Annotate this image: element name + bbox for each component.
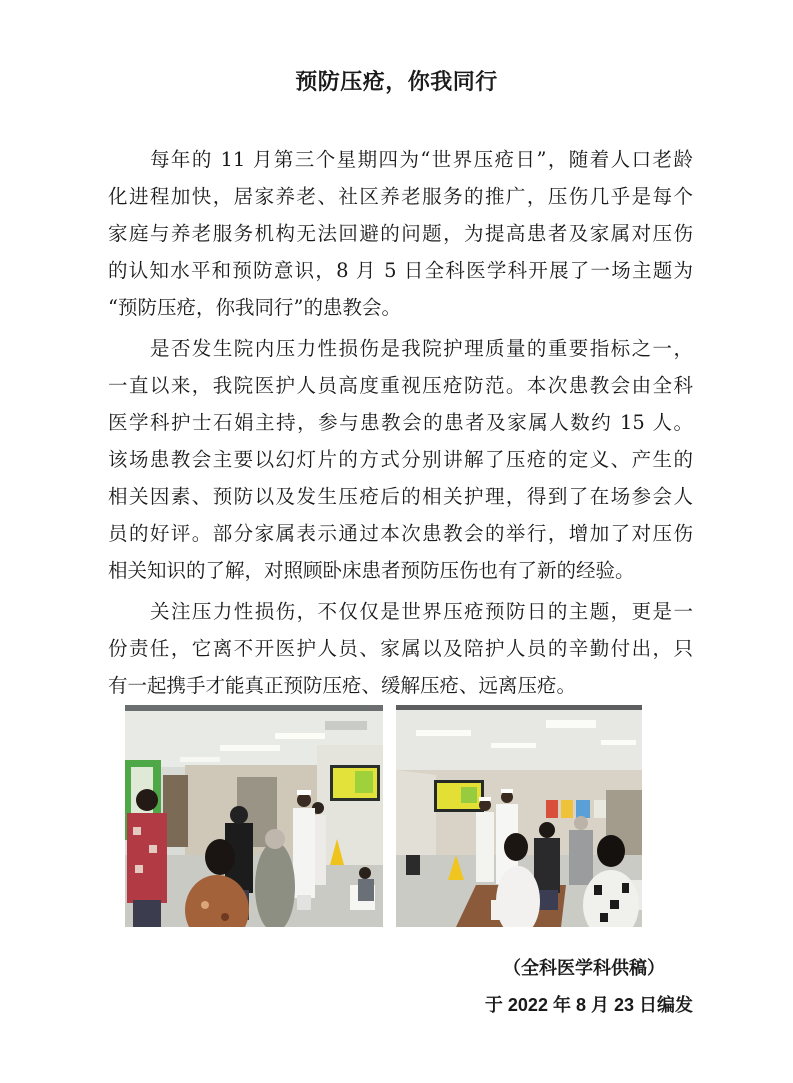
nurse-legs bbox=[297, 895, 311, 910]
ceiling-light bbox=[601, 740, 636, 745]
shirt-pattern bbox=[610, 900, 619, 909]
ceiling-trim bbox=[396, 705, 642, 710]
ceiling-vent bbox=[325, 721, 367, 730]
shirt-pattern bbox=[600, 913, 608, 922]
paragraph-line: 份责任，它离不开医护人员、家属以及陪护人员的辛勤付出，只 bbox=[108, 637, 693, 660]
paragraph-line: 化进程加快，居家养老、社区养老服务的推广，压伤几乎是每个 bbox=[108, 185, 693, 208]
ceiling-light bbox=[416, 730, 471, 736]
paragraph-line: 的认知水平和预防意识，8 月 5 日全科医学科开展了一场主题为 bbox=[108, 259, 693, 282]
paragraph-2 bbox=[108, 330, 693, 589]
ceiling-trim bbox=[125, 705, 383, 711]
paragraph-3 bbox=[108, 593, 693, 704]
nurse-body bbox=[293, 808, 315, 898]
woman-body bbox=[127, 813, 167, 903]
ceiling-light bbox=[180, 757, 220, 762]
man-head bbox=[230, 806, 248, 824]
article-title: 预防压疮，你我同行 bbox=[295, 70, 498, 95]
paragraph-line: 每年的 11 月第三个星期四为“世界压疮日”，随着人口老龄 bbox=[150, 148, 693, 171]
wall-poster bbox=[546, 800, 558, 818]
nurse-cap bbox=[297, 790, 311, 795]
pillar bbox=[317, 745, 383, 865]
trash-bin bbox=[406, 855, 420, 875]
tv-screen-graphic bbox=[355, 771, 373, 793]
paragraph-line: 相关知识的了解，对照顾卧床患者预防压伤也有了新的经验。 bbox=[108, 559, 635, 582]
article-source: （全科医学科供稿） bbox=[503, 958, 665, 978]
ceiling bbox=[396, 705, 642, 770]
shirt-pattern bbox=[594, 885, 602, 895]
elderly-man-head bbox=[574, 816, 588, 830]
photo-left bbox=[125, 705, 383, 927]
man-body bbox=[534, 838, 560, 893]
shirt-pattern bbox=[622, 883, 629, 893]
shirt-pattern bbox=[149, 845, 157, 853]
ceiling-light bbox=[546, 720, 596, 728]
shirt-pattern bbox=[221, 913, 229, 921]
paragraph-line: 家庭与养老服务机构无法回避的问题，为提高患者及家属对压伤 bbox=[108, 222, 693, 245]
woman-hair bbox=[205, 839, 235, 875]
nurse-cap bbox=[501, 789, 513, 793]
woman-legs bbox=[133, 900, 161, 927]
article-body bbox=[108, 141, 693, 704]
ceiling-light bbox=[491, 743, 536, 748]
shirt-pattern bbox=[135, 865, 143, 873]
woman-hair bbox=[597, 835, 625, 867]
man-head bbox=[539, 822, 555, 838]
paragraph-line: 一直以来，我院医护人员高度重视压疮防范。本次患教会由全科 bbox=[108, 374, 693, 397]
wall-poster bbox=[594, 800, 606, 818]
paragraph-line: 该场患教会主要以幻灯片的方式分别讲解了压疮的定义、产生的 bbox=[108, 448, 693, 471]
publish-date: 于 2022 年 8 月 23 日编发 bbox=[484, 995, 693, 1015]
paragraph-line: 医学科护士石娟主持，参与患教会的患者及家属人数约 15 人。 bbox=[108, 411, 693, 434]
tv-screen-graphic bbox=[461, 787, 477, 803]
shirt-pattern bbox=[133, 827, 141, 835]
nurse-cap bbox=[479, 797, 491, 801]
woman-head bbox=[136, 789, 158, 811]
paragraph-line: 关注压力性损伤，不仅仅是世界压疮预防日的主题，更是一 bbox=[150, 600, 693, 623]
paragraph-line: 是否发生院内压力性损伤是我院护理质量的重要指标之一， bbox=[150, 337, 693, 360]
paragraph-1 bbox=[108, 141, 693, 326]
wall-poster bbox=[561, 800, 573, 818]
ceiling-light bbox=[220, 745, 280, 751]
nurse-head bbox=[297, 793, 311, 807]
seated-person-head bbox=[359, 867, 371, 879]
shirt-pattern bbox=[201, 901, 209, 909]
elderly-man-body bbox=[569, 830, 593, 885]
wall-poster bbox=[576, 800, 590, 818]
paragraph-line: 有一起携手才能真正预防压疮、缓解压疮、远离压疮。 bbox=[108, 674, 577, 697]
nurse-body bbox=[476, 812, 494, 882]
seated-person-body bbox=[358, 879, 374, 901]
photo-right bbox=[396, 705, 642, 927]
ceiling-light bbox=[275, 733, 325, 739]
elderly-woman-head bbox=[265, 829, 285, 849]
paragraph-line: 相关因素、预防以及发生压疮后的相关护理，得到了在场参会人 bbox=[108, 485, 693, 508]
paragraph-line: 员的好评。部分家属表示通过本次患教会的举行，增加了对压伤 bbox=[108, 522, 693, 545]
paragraph-line: “预防压疮，你我同行”的患教会。 bbox=[108, 296, 401, 319]
woman-hair bbox=[504, 833, 528, 861]
